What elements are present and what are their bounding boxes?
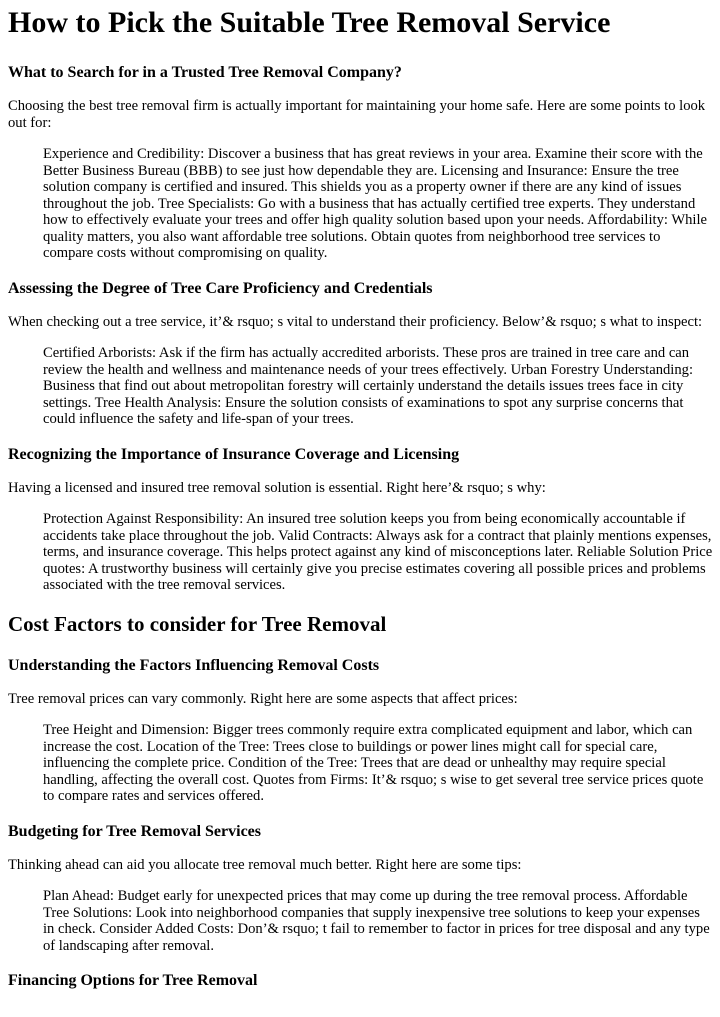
article xyxy=(8,0,714,990)
subsection-intro-removal-costs: Tree removal prices can vary commonly. Right here are some aspects that affect prices: xyxy=(8,690,518,707)
section-intro-insurance: Having a licensed and insured tree removal solution is essential. Right here’& rsquo; s why: xyxy=(8,479,546,496)
section-heading-proficiency: Assessing the Degree of Tree Care Proficiency and Credentials xyxy=(8,279,433,297)
subsection-quote-budgeting: Plan Ahead: Budget early for unexpected prices that may come up during the tree removal process. Affordable Tree Solutions: Look into neighborhood companies that supply inexpensive tree solutions to keep your expenses in check. Consider Added Costs: Don’& rsquo; t fail to remember to factor in prices for tree disposal and any type of landscaping after removal. xyxy=(43,888,710,954)
section-quote-insurance: Protection Against Responsibility: An insured tree solution keeps you from being economically accountable if accidents take place throughout the job. Valid Contracts: Always ask for a contract that plainly mentions expenses, terms, and insurance coverage. This helps protect against any kind of misconceptions later. Reliable Solution Price quotes: A trustworthy business will certainly give you precise estimates covering all possible prices and problems associated with the tree removal services. xyxy=(43,511,713,593)
subsection-quote-removal-costs: Tree Height and Dimension: Bigger trees commonly require extra complicated equipment and labor, which can increase the cost. Location of the Tree: Trees close to buildings or power lines might call for special care, influencing the complete price. Condition of the Tree: Trees that are dead or unhealthy may require special handling, affecting the overall cost. Quotes from Firms: It’& rsquo; s wise to get several tree service prices quote to compare rates and services offered. xyxy=(43,722,704,804)
subsection-heading-financing: Financing Options for Tree Removal xyxy=(8,972,258,989)
section-heading-trusted-company: What to Search for in a Trusted Tree Removal Company? xyxy=(8,64,402,81)
section-intro-proficiency: When checking out a tree service, it’& rsquo; s vital to understand their proficiency. Below’& rsquo; s what to inspect: xyxy=(8,313,703,330)
section-quote-trusted-company: Experience and Credibility: Discover a business that has great reviews in your area. Examine their score with the Better Business Bureau (BBB) to see just how dependable they are. Licensing and Insurance: Ensure the tree solution company is certified and insured. This shields you as a property owner if there are any kind of issues throughout the job. Tree Specialists: Go with a business that has actually certified tree experts. They understand how to effectively evaluate your trees and offer high quality solution based upon your needs. Affordability: While quality matters, you also want affordable tree solutions. Obtain quotes from neighborhood tree services to compare costs without compromising on quality. xyxy=(43,146,707,261)
section-intro-trusted-company: Choosing the best tree removal firm is actually important for maintaining your home safe. Here are some points to look out for: xyxy=(8,98,706,131)
subsection-intro-budgeting: Thinking ahead can aid you allocate tree removal much better. Right here are some tips: xyxy=(8,856,522,873)
section-title-cost-factors: Cost Factors to consider for Tree Removal xyxy=(8,611,387,636)
section-quote-proficiency: Certified Arborists: Ask if the firm has actually accredited arborists. These pros are trained in tree care and can review the health and wellness and maintenance needs of your trees effectively. Urban Forestry Understanding: Business that find out about metropolitan forestry will certainly understand the details issues trees face in city settings. Tree Health Analysis: Ensure the solution consists of examinations to spot any surprise concerns that could influence the safety and life-span of your trees. xyxy=(43,345,694,427)
page-title: How to Pick the Suitable Tree Removal Service xyxy=(8,6,611,39)
subsection-heading-budgeting: Budgeting for Tree Removal Services xyxy=(8,822,261,840)
section-heading-insurance: Recognizing the Importance of Insurance Coverage and Licensing xyxy=(8,445,460,463)
subsection-heading-removal-costs: Understanding the Factors Influencing Removal Costs xyxy=(8,656,380,674)
